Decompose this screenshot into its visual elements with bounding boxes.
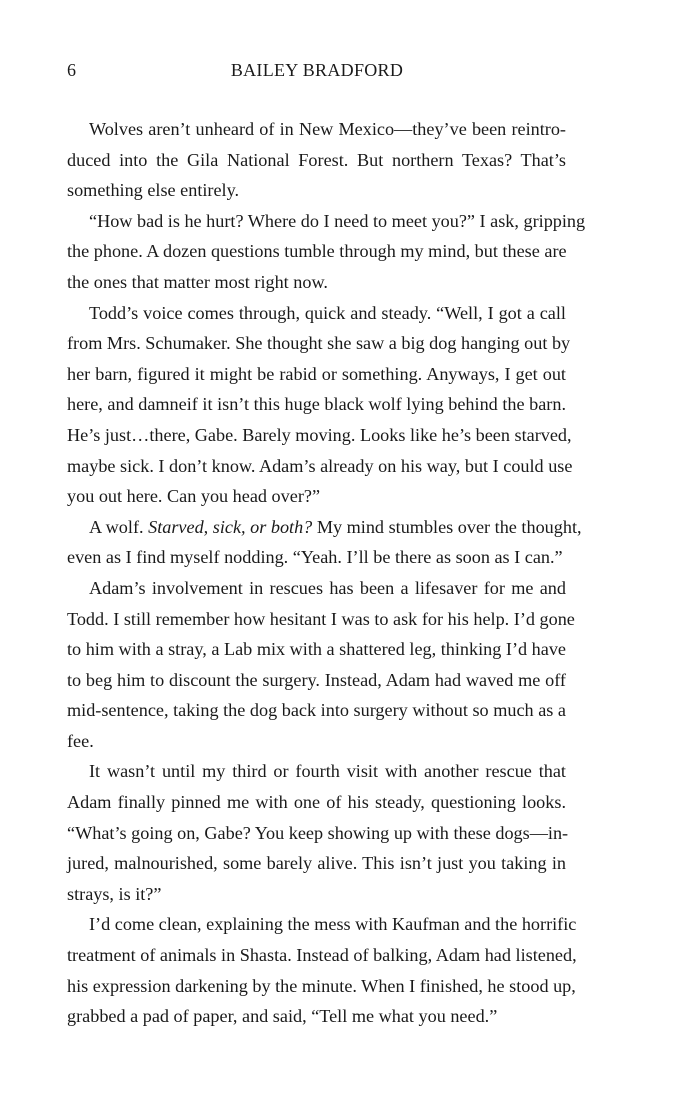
text-line xyxy=(67,420,572,451)
text-line xyxy=(67,359,566,390)
text-run: He’s just…there, Gabe. Barely moving. Looks like he’s been starved, xyxy=(67,424,572,445)
text-run: “What’s going on, Gabe? You keep showing up with these dogs—in- xyxy=(67,822,569,843)
text-run: duced into the Gila National Forest. But northern Texas? That’s xyxy=(67,149,566,170)
text-line xyxy=(67,604,575,635)
text-line xyxy=(67,114,566,145)
text-run: here, and damneif it isn’t this huge black wolf lying behind the barn. xyxy=(67,394,566,415)
text-run: My mind stumbles over the thought, xyxy=(312,516,582,537)
text-line xyxy=(67,756,566,787)
text-run: his expression darkening by the minute. When I finished, he stood up, xyxy=(67,975,576,996)
text-run: Todd’s voice comes through, quick and steady. “Well, I got a call xyxy=(89,302,566,323)
text-run: to beg him to discount the surgery. Instead, Adam had waved me off xyxy=(67,669,566,690)
text-run: mid-sentence, taking the dog back into surgery without so much as a xyxy=(67,700,566,721)
page-header xyxy=(67,60,567,84)
text-run: something else entirely. xyxy=(67,180,240,201)
text-run: Wolves aren’t unheard of in New Mexico—they’ve been reintro- xyxy=(89,119,566,139)
paragraph xyxy=(67,512,582,573)
text-run: It wasn’t until my third or fourth visit with another rescue that xyxy=(89,761,566,782)
paragraph xyxy=(67,206,586,298)
page-number: 6 xyxy=(67,60,77,80)
italic-text: Starved, sick, or both? xyxy=(148,516,313,537)
text-run: maybe sick. I don’t know. Adam’s already on his way, but I could use xyxy=(67,455,573,476)
text-run: Adam finally pinned me with one of his steady, questioning looks. xyxy=(67,792,566,813)
text-line xyxy=(67,389,566,420)
text-line xyxy=(67,726,566,757)
text-run: jured, malnourished, some barely alive. This isn’t just you taking in xyxy=(67,853,566,874)
text-line xyxy=(67,542,566,573)
text-run: from Mrs. Schumaker. She thought she saw a big dog hanging out by xyxy=(67,333,571,354)
text-run: A wolf. xyxy=(89,516,149,537)
paragraph xyxy=(67,756,569,909)
text-line xyxy=(67,236,566,267)
running-head: BAILEY BRADFORD xyxy=(230,60,404,80)
text-run: “How bad is he hurt? Where do I need to meet you?” I ask, gripping xyxy=(89,210,586,231)
text-run: her barn, figured it might be rabid or something. Anyways, I get out xyxy=(67,363,566,384)
text-run: fee. xyxy=(67,730,94,751)
text-run: treatment of animals in Shasta. Instead of balking, Adam had listened, xyxy=(67,945,577,966)
text-run: even as I find myself nodding. “Yeah. I’ll be there as soon as I can.” xyxy=(67,547,563,568)
text-line xyxy=(67,818,569,849)
text-line xyxy=(67,909,577,940)
text-run: you out here. Can you head over?” xyxy=(67,486,321,507)
text-run: the phone. A dozen questions tumble through my mind, but these are xyxy=(67,241,567,262)
text-line xyxy=(67,848,566,879)
paragraph xyxy=(67,114,566,206)
text-run: strays, is it?” xyxy=(67,883,162,904)
text-line xyxy=(67,298,566,329)
text-line xyxy=(67,940,577,971)
paragraph xyxy=(67,909,577,1031)
text-line xyxy=(67,481,566,512)
text-line xyxy=(67,328,571,359)
text-line xyxy=(67,787,566,818)
text-line xyxy=(67,267,566,298)
paragraph xyxy=(67,573,575,757)
text-line xyxy=(67,206,586,237)
text-line xyxy=(67,573,566,604)
text-run: grabbed a pad of paper, and said, “Tell me what you need.” xyxy=(67,1006,498,1027)
text-line xyxy=(67,879,566,910)
text-run: Adam’s involvement in rescues has been a lifesaver for me and xyxy=(89,577,566,598)
text-run: to him with a stray, a Lab mix with a shattered leg, thinking I’d have xyxy=(67,639,566,660)
text-line xyxy=(67,512,582,543)
text-line xyxy=(67,634,566,665)
text-line xyxy=(67,175,566,206)
text-line xyxy=(67,1001,566,1032)
paragraph xyxy=(67,298,573,512)
text-run: the ones that matter most right now. xyxy=(67,271,328,292)
text-line xyxy=(67,695,566,726)
text-line xyxy=(67,145,566,176)
text-run: Todd. I still remember how hesitant I was to ask for his help. I’d gone xyxy=(67,608,575,629)
text-line xyxy=(67,665,566,696)
body-text xyxy=(67,114,586,1032)
text-line xyxy=(67,451,573,482)
text-line xyxy=(67,971,576,1002)
text-run: I’d come clean, explaining the mess with Kaufman and the horrific xyxy=(89,914,577,935)
